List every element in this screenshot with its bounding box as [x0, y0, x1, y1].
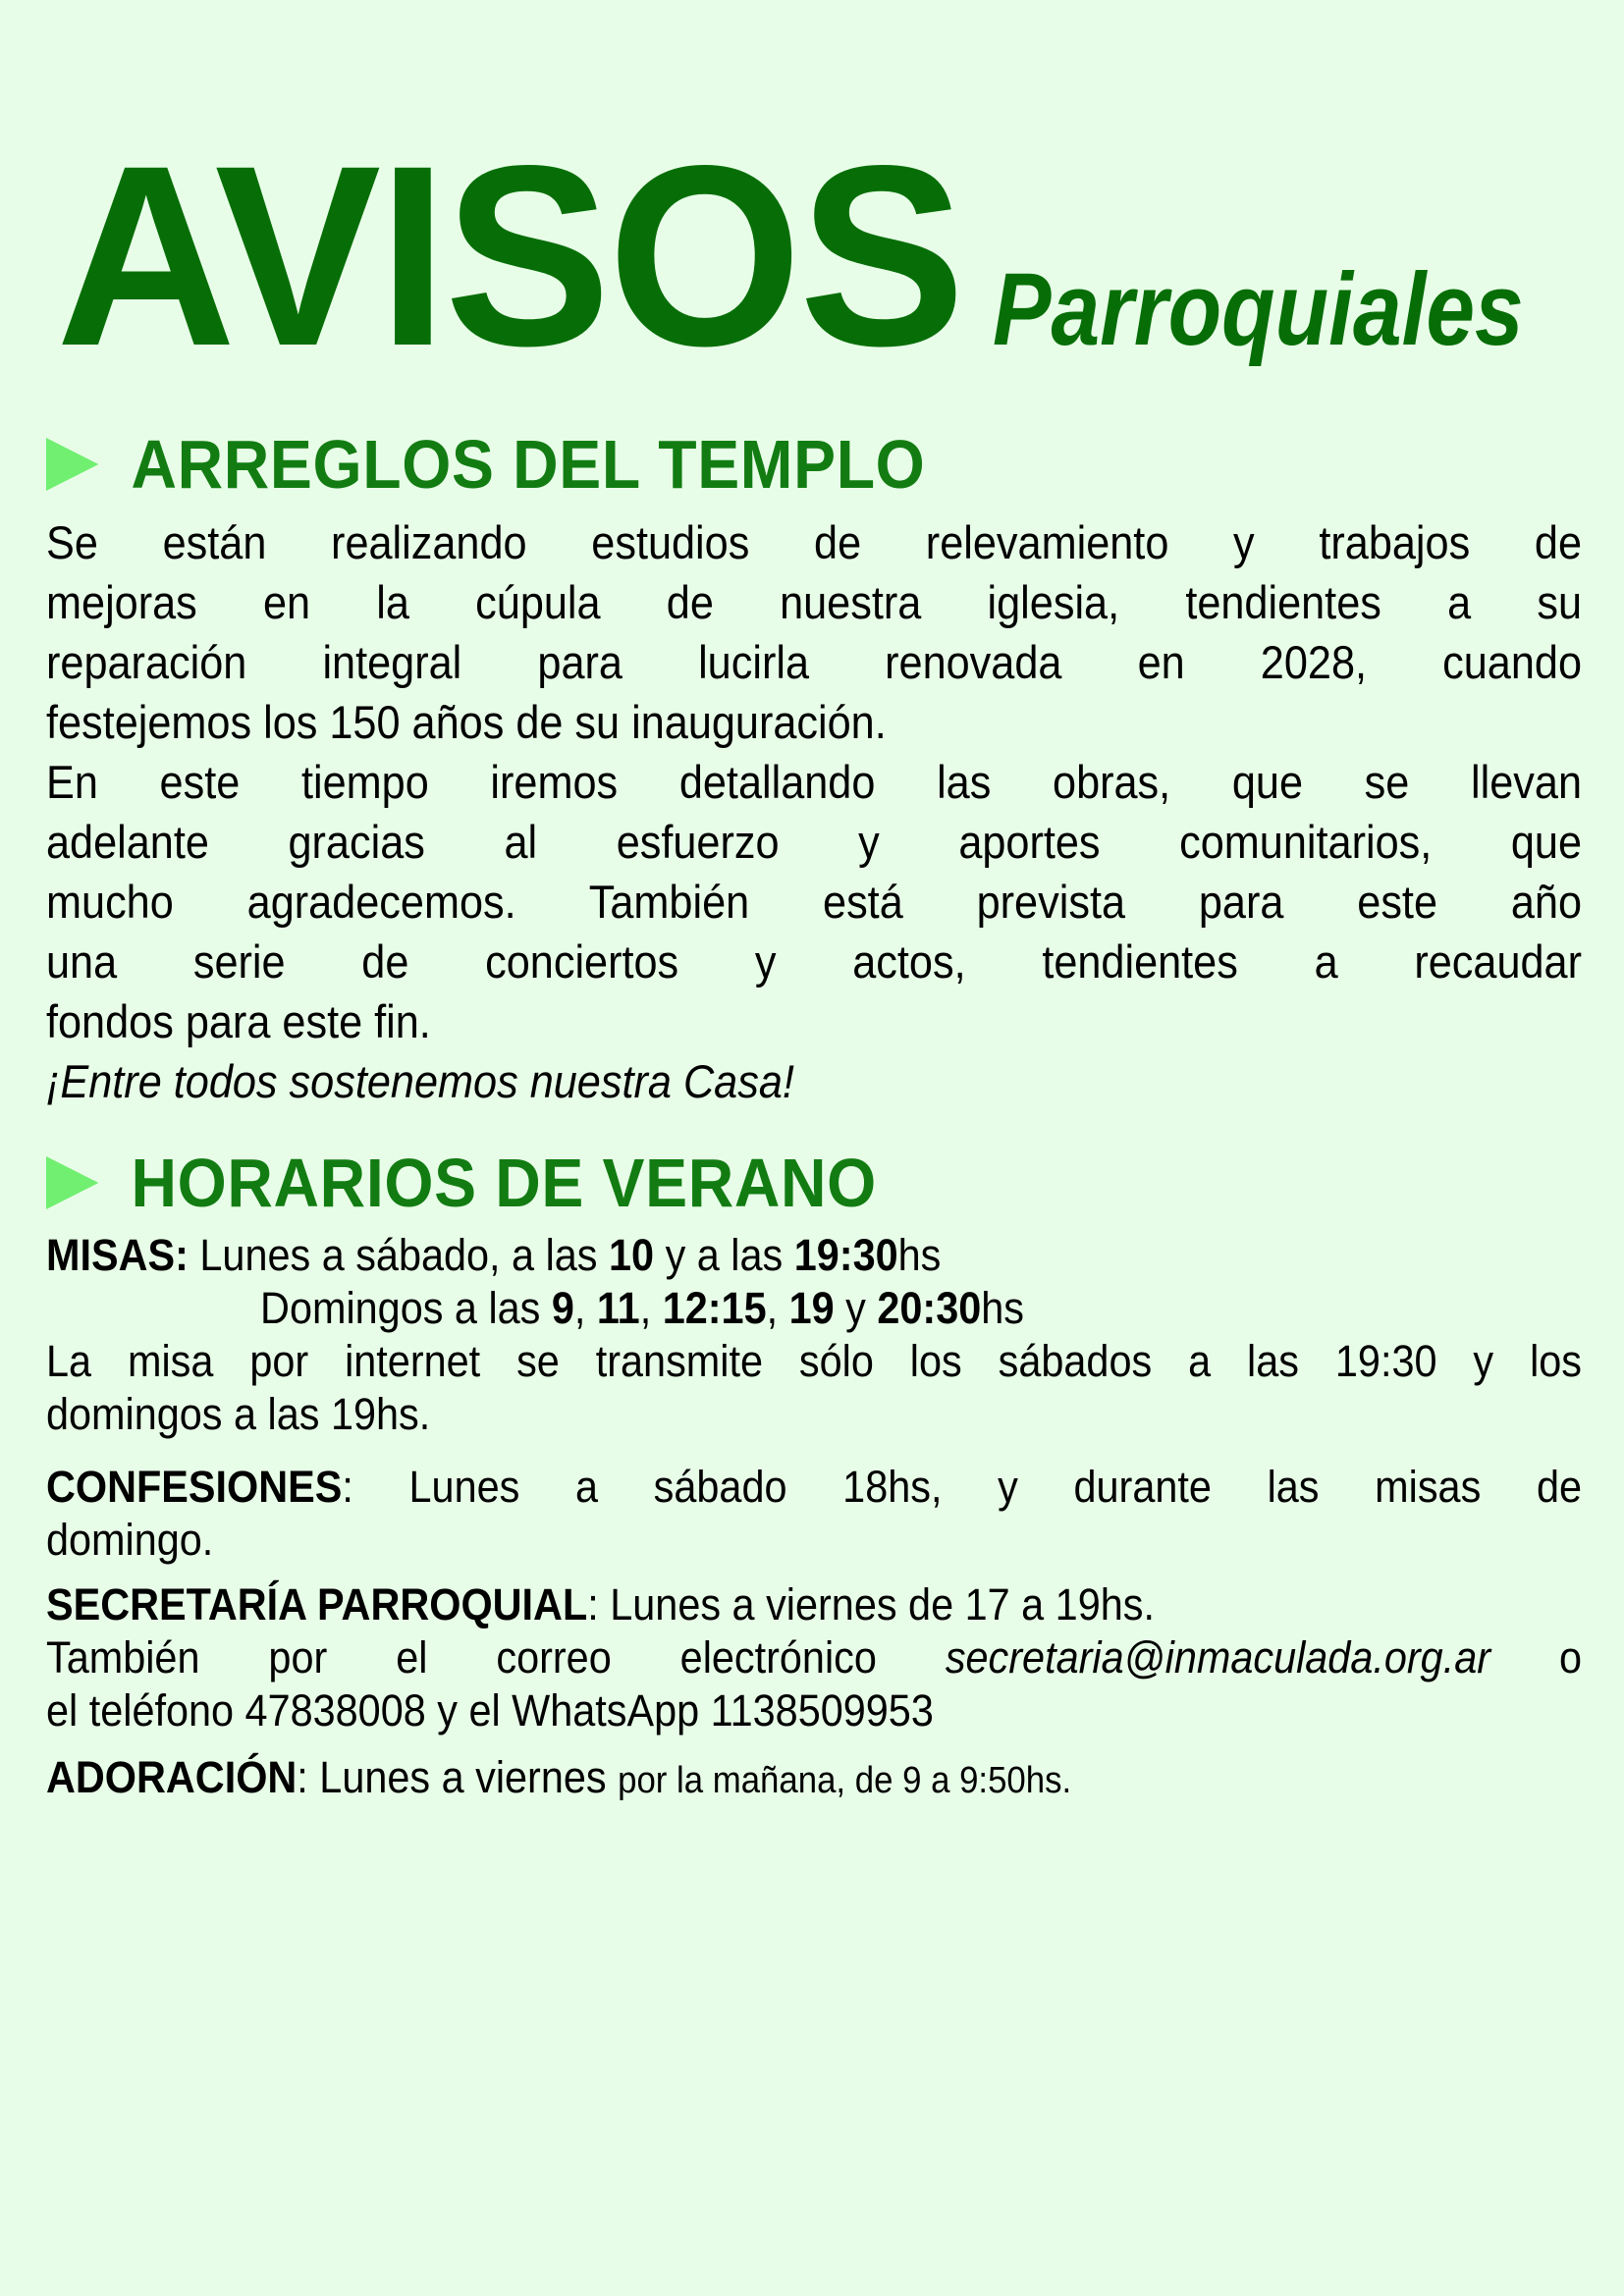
text-line: adelante gracias al esfuerzo y aportes comunitarios, que: [46, 816, 1582, 868]
misas-line-2: [46, 1282, 1582, 1335]
text-segment: por la mañana, de 9 a 9:50hs.: [618, 1760, 1072, 1801]
text-segment: y a las: [654, 1230, 794, 1280]
secretaria-line-2: [46, 1631, 1582, 1684]
triangle-bullet-icon: [46, 1156, 98, 1209]
text-segment: MISAS:: [46, 1230, 189, 1280]
text-segment: : Lunes a viernes de 17 a 19hs.: [587, 1579, 1155, 1629]
secretaria-block: [46, 1578, 1582, 1737]
text-segment: También por el correo electrónico: [46, 1632, 946, 1682]
text-segment: hs: [981, 1283, 1025, 1333]
title-parroquiales: Parroquiales: [992, 252, 1524, 367]
confesiones-line-2: domingo.: [46, 1515, 214, 1565]
internet-line-1: La misa por internet se transmite sólo los sábados a las 19:30 y los: [46, 1336, 1582, 1386]
text-segment: secretaria@inmaculada.org.ar: [945, 1632, 1491, 1682]
confesiones-block: [46, 1461, 1582, 1567]
text-line: mucho agradecemos. También está prevista para este año: [46, 876, 1582, 928]
misas-block: [46, 1229, 1582, 1441]
text-segment: : Lunes a sábado 18hs, y durante las misas de: [342, 1462, 1582, 1512]
text-segment: Lunes a sábado, a las: [188, 1230, 610, 1280]
text-segment: : Lunes a viernes: [297, 1752, 619, 1802]
text-line: fondos para este fin.: [46, 995, 431, 1047]
text-line: reparación integral para lucirla renovada en 2028, cuando: [46, 636, 1582, 688]
motto-line: ¡Entre todos sostenemos nuestra Casa!: [46, 1055, 794, 1107]
adoracion-line: [46, 1751, 1582, 1807]
internet-line-2: domingos a las 19hs.: [46, 1389, 431, 1439]
text-line: Se están realizando estudios de relevamiento y trabajos de: [46, 516, 1582, 568]
text-segment: 19: [788, 1283, 835, 1333]
arreglos-paragraph-1: [46, 512, 1582, 752]
confesiones-line-1: [46, 1461, 1582, 1514]
secretaria-line-3: el teléfono 47838008 y el WhatsApp 1138509953: [46, 1685, 934, 1735]
text-segment: ,: [639, 1283, 663, 1333]
text-segment: SECRETARÍA PARROQUIAL: [46, 1579, 588, 1629]
text-segment: 12:15: [662, 1283, 767, 1333]
misas-line-1: [46, 1229, 1582, 1282]
section-header-arreglos: [46, 426, 1582, 503]
text-segment: o: [1490, 1632, 1582, 1682]
title-avisos: AVISOS: [56, 112, 963, 400]
text-segment: ,: [573, 1283, 597, 1333]
text-segment: 19:30: [793, 1230, 898, 1280]
section-header-arreglos-label: ARREGLOS DEL TEMPLO: [131, 426, 926, 503]
text-segment: hs: [897, 1230, 942, 1280]
text-segment: Domingos a las: [260, 1283, 552, 1333]
section-header-horarios-label: HORARIOS DE VERANO: [131, 1145, 877, 1221]
text-segment: CONFESIONES: [46, 1462, 343, 1512]
section-header-horarios: [46, 1145, 1582, 1221]
text-segment: y: [834, 1283, 878, 1333]
text-segment: ,: [766, 1283, 789, 1333]
triangle-bullet-icon: [46, 438, 98, 491]
text-line: festejemos los 150 años de su inauguración.: [46, 696, 887, 748]
adoracion-block: [46, 1751, 1582, 1807]
text-line: mejoras en la cúpula de nuestra iglesia, tendientes a su: [46, 576, 1582, 628]
text-segment: 9: [551, 1283, 574, 1333]
arreglos-paragraph-2: [46, 752, 1582, 1051]
arreglos-motto: [46, 1051, 1582, 1111]
text-segment: 11: [596, 1283, 640, 1333]
text-segment: 20:30: [877, 1283, 982, 1333]
text-segment: 10: [609, 1230, 655, 1280]
page-title: [56, 112, 1624, 400]
text-line: En este tiempo iremos detallando las obras, que se llevan: [46, 756, 1582, 808]
text-segment: ADORACIÓN: [46, 1752, 298, 1802]
text-line: una serie de conciertos y actos, tendientes a recaudar: [46, 935, 1582, 988]
secretaria-line-1: [46, 1578, 1582, 1631]
flyer-body: [46, 426, 1582, 1807]
